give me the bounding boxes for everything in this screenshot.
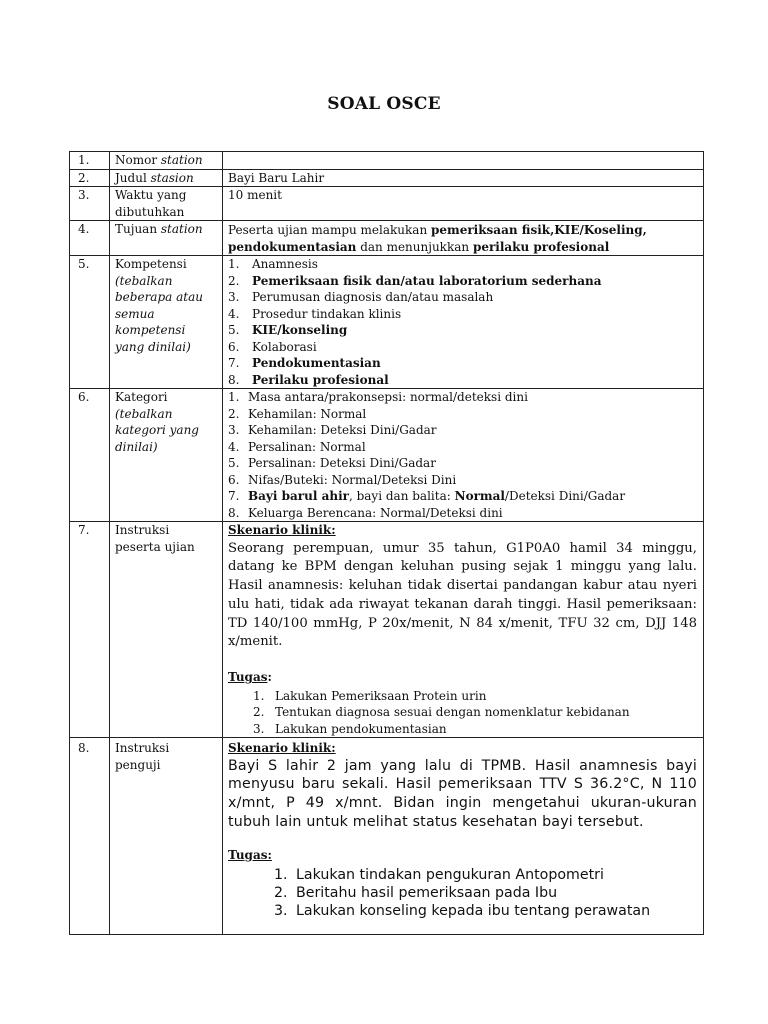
item-number: 1. — [228, 390, 240, 404]
label-italic: stasion — [150, 170, 194, 185]
task-list — [253, 688, 697, 738]
row-value — [223, 522, 704, 738]
item-number: 3. — [228, 423, 240, 437]
table-row — [70, 187, 704, 221]
item-plain: , bayi dan balita: — [348, 489, 455, 503]
list-item — [228, 505, 697, 522]
item-text: Lakukan konseling kepada ibu tentang perawatan — [296, 903, 651, 920]
scenario-heading: Skenario klinik: — [228, 741, 336, 756]
row-value: 10 menit — [223, 187, 704, 221]
list-item — [228, 488, 697, 505]
row-value — [223, 738, 704, 935]
objective-bold: pemeriksaan fisik,KIE/Koseling, pendokumentasian — [228, 223, 647, 254]
list-item — [228, 455, 697, 472]
item-number: 5. — [228, 456, 240, 470]
label-text: Tujuan — [115, 222, 161, 236]
item-text: Persalinan: Normal — [248, 439, 366, 454]
row-number: 4. — [70, 221, 110, 256]
item-bold: Bayi barul ahir — [248, 489, 349, 503]
item-number: 6. — [228, 339, 240, 354]
item-text: Persalinan: Deteksi Dini/Gadar — [248, 456, 436, 470]
row-value: Bayi Baru Lahir — [223, 169, 704, 187]
task-heading: Tugas: — [228, 670, 272, 685]
row-number: 7. — [70, 522, 110, 738]
table-row — [70, 221, 704, 256]
item-text: Masa antara/prakonsepsi: normal/deteksi dini — [248, 390, 528, 404]
category-list — [228, 389, 697, 521]
list-item — [228, 406, 697, 423]
item-text: Pemeriksaan fisik dan/atau laboratorium sederhana — [252, 273, 602, 288]
row-number: 5. — [70, 256, 110, 389]
list-item — [228, 306, 697, 323]
label-italic: station — [160, 222, 203, 236]
label-note: (tebalkan beberapa atau semua kompetensi yang dinilai) — [115, 273, 203, 354]
row-value — [223, 389, 704, 522]
item-text: Nifas/Buteki: Normal/Deteksi Dini — [248, 472, 457, 487]
table-row — [70, 169, 704, 187]
table-row — [70, 738, 704, 935]
item-number: 7. — [228, 489, 240, 503]
item-number: 2. — [228, 273, 240, 288]
row-number: 8. — [70, 738, 110, 935]
row-label: Instruksi peserta ujian — [110, 522, 223, 738]
label-text: Nomor — [115, 153, 161, 167]
scenario-heading: Skenario klinik: — [228, 523, 336, 537]
row-number: 6. — [70, 389, 110, 522]
item-number: 5. — [228, 323, 240, 337]
list-item — [228, 256, 697, 273]
row-number: 1. — [70, 152, 110, 170]
row-label — [110, 169, 223, 187]
row-label — [110, 256, 223, 389]
label-text: Judul — [115, 170, 151, 185]
item-text: Lakukan Pemeriksaan Protein urin — [275, 688, 487, 703]
item-number: 3. — [228, 290, 240, 304]
osce-table — [69, 151, 704, 935]
item-text — [248, 488, 625, 505]
row-number: 2. — [70, 169, 110, 187]
item-text: Kehamilan: Deteksi Dini/Gadar — [248, 423, 437, 437]
scenario-text: Bayi S lahir 2 jam yang lalu di TPMB. Hasil anamnesis bayi menyusu baru sekali. Hasil pemeriksaan TTV S 36.2°C, N 110 x/mnt, P 49 x/mnt. Bidan ingin mengetahui ukuran-ukuran tubuh lain untuk melihat status kesehatan bayi tersebut. — [228, 757, 697, 830]
row-value — [223, 256, 704, 389]
list-item — [228, 322, 697, 339]
item-text: Keluarga Berencana: Normal/Deteksi dini — [248, 505, 503, 520]
item-number: 8. — [228, 372, 240, 387]
row-label — [110, 389, 223, 522]
item-number: 6. — [228, 472, 240, 487]
item-text: Lakukan pendokumentasian — [275, 721, 447, 736]
label-italic: station — [160, 153, 203, 167]
table-row — [70, 256, 704, 389]
list-item — [228, 289, 697, 306]
item-text: Beritahu hasil pemeriksaan pada Ibu — [296, 885, 558, 902]
item-text: Lakukan tindakan pengukuran Antopometri — [296, 866, 604, 883]
list-item — [274, 866, 697, 884]
row-value — [223, 152, 704, 170]
row-label — [110, 221, 223, 256]
table-row — [70, 152, 704, 170]
row-value — [223, 221, 704, 256]
item-number: 4. — [228, 306, 240, 321]
page-title: SOAL OSCE — [327, 94, 441, 114]
label-note: (tebalkan kategori yang dinilai) — [115, 406, 199, 454]
item-number: 2. — [274, 885, 288, 902]
item-plain: /Deteksi Dini/Gadar — [504, 489, 626, 503]
item-text: Kehamilan: Normal — [248, 406, 367, 421]
list-item — [228, 439, 697, 456]
list-item — [228, 422, 697, 439]
list-item — [228, 339, 697, 356]
label-text: Kompetensi — [115, 257, 187, 271]
task-list — [274, 866, 697, 921]
list-item — [253, 688, 697, 705]
item-text: Perilaku profesional — [252, 372, 389, 387]
item-number: 1. — [253, 688, 265, 703]
item-text: Kolaborasi — [252, 339, 317, 354]
list-item — [228, 355, 697, 372]
row-label: Instruksi penguji — [110, 738, 223, 935]
list-item — [253, 704, 697, 721]
list-item — [274, 902, 697, 920]
item-number: 4. — [228, 439, 240, 454]
list-item — [228, 372, 697, 389]
item-bold: Normal — [454, 489, 505, 503]
item-number: 1. — [228, 257, 240, 271]
list-item — [253, 721, 697, 738]
item-number: 3. — [274, 903, 288, 920]
table-row — [70, 522, 704, 738]
list-item — [228, 273, 697, 290]
item-text: Pendokumentasian — [252, 356, 381, 370]
list-item — [228, 472, 697, 489]
task-heading: Tugas: — [228, 848, 272, 863]
item-number: 2. — [228, 406, 240, 421]
row-label: Waktu yang dibutuhkan — [110, 187, 223, 221]
competency-list — [228, 256, 697, 388]
list-item — [228, 389, 697, 406]
item-text: Tentukan diagnosa sesuai dengan nomenklatur kebidanan — [275, 705, 630, 720]
item-number: 1. — [274, 866, 288, 883]
task-heading-text: Tugas — [228, 670, 268, 685]
item-text: Prosedur tindakan klinis — [252, 306, 402, 321]
row-label — [110, 152, 223, 170]
item-number: 2. — [253, 705, 265, 720]
scenario-text: Seorang perempuan, umur 35 tahun, G1P0A0 hamil 34 minggu, datang ke BPM dengan keluhan pusing sejak 1 minggu yang lalu. Hasil anamnesis: keluhan tidak disertai pandangan kabur atau nyeri ulu hati, tidak ada riwayat tekanan darah tinggi. Hasil pemeriksaan: TD 140/100 mmHg, P 20x/menit, N 84 x/menit, TFU 32 cm, DJJ 148 x/menit. — [228, 540, 697, 650]
item-text: Anamnesis — [252, 257, 318, 271]
list-item — [274, 884, 697, 902]
objective-bold: perilaku profesional — [472, 239, 610, 254]
table-row — [70, 389, 704, 522]
item-text: Perumusan diagnosis dan/atau masalah — [252, 290, 494, 304]
item-number: 7. — [228, 356, 240, 370]
row-number: 3. — [70, 187, 110, 221]
label-text: Kategori — [115, 390, 168, 404]
objective-text: dan menunjukkan — [356, 239, 473, 254]
objective-text: Peserta ujian mampu melakukan — [228, 223, 431, 237]
item-text: KIE/konseling — [252, 323, 348, 337]
item-number: 8. — [228, 505, 240, 520]
item-number: 3. — [253, 721, 265, 736]
